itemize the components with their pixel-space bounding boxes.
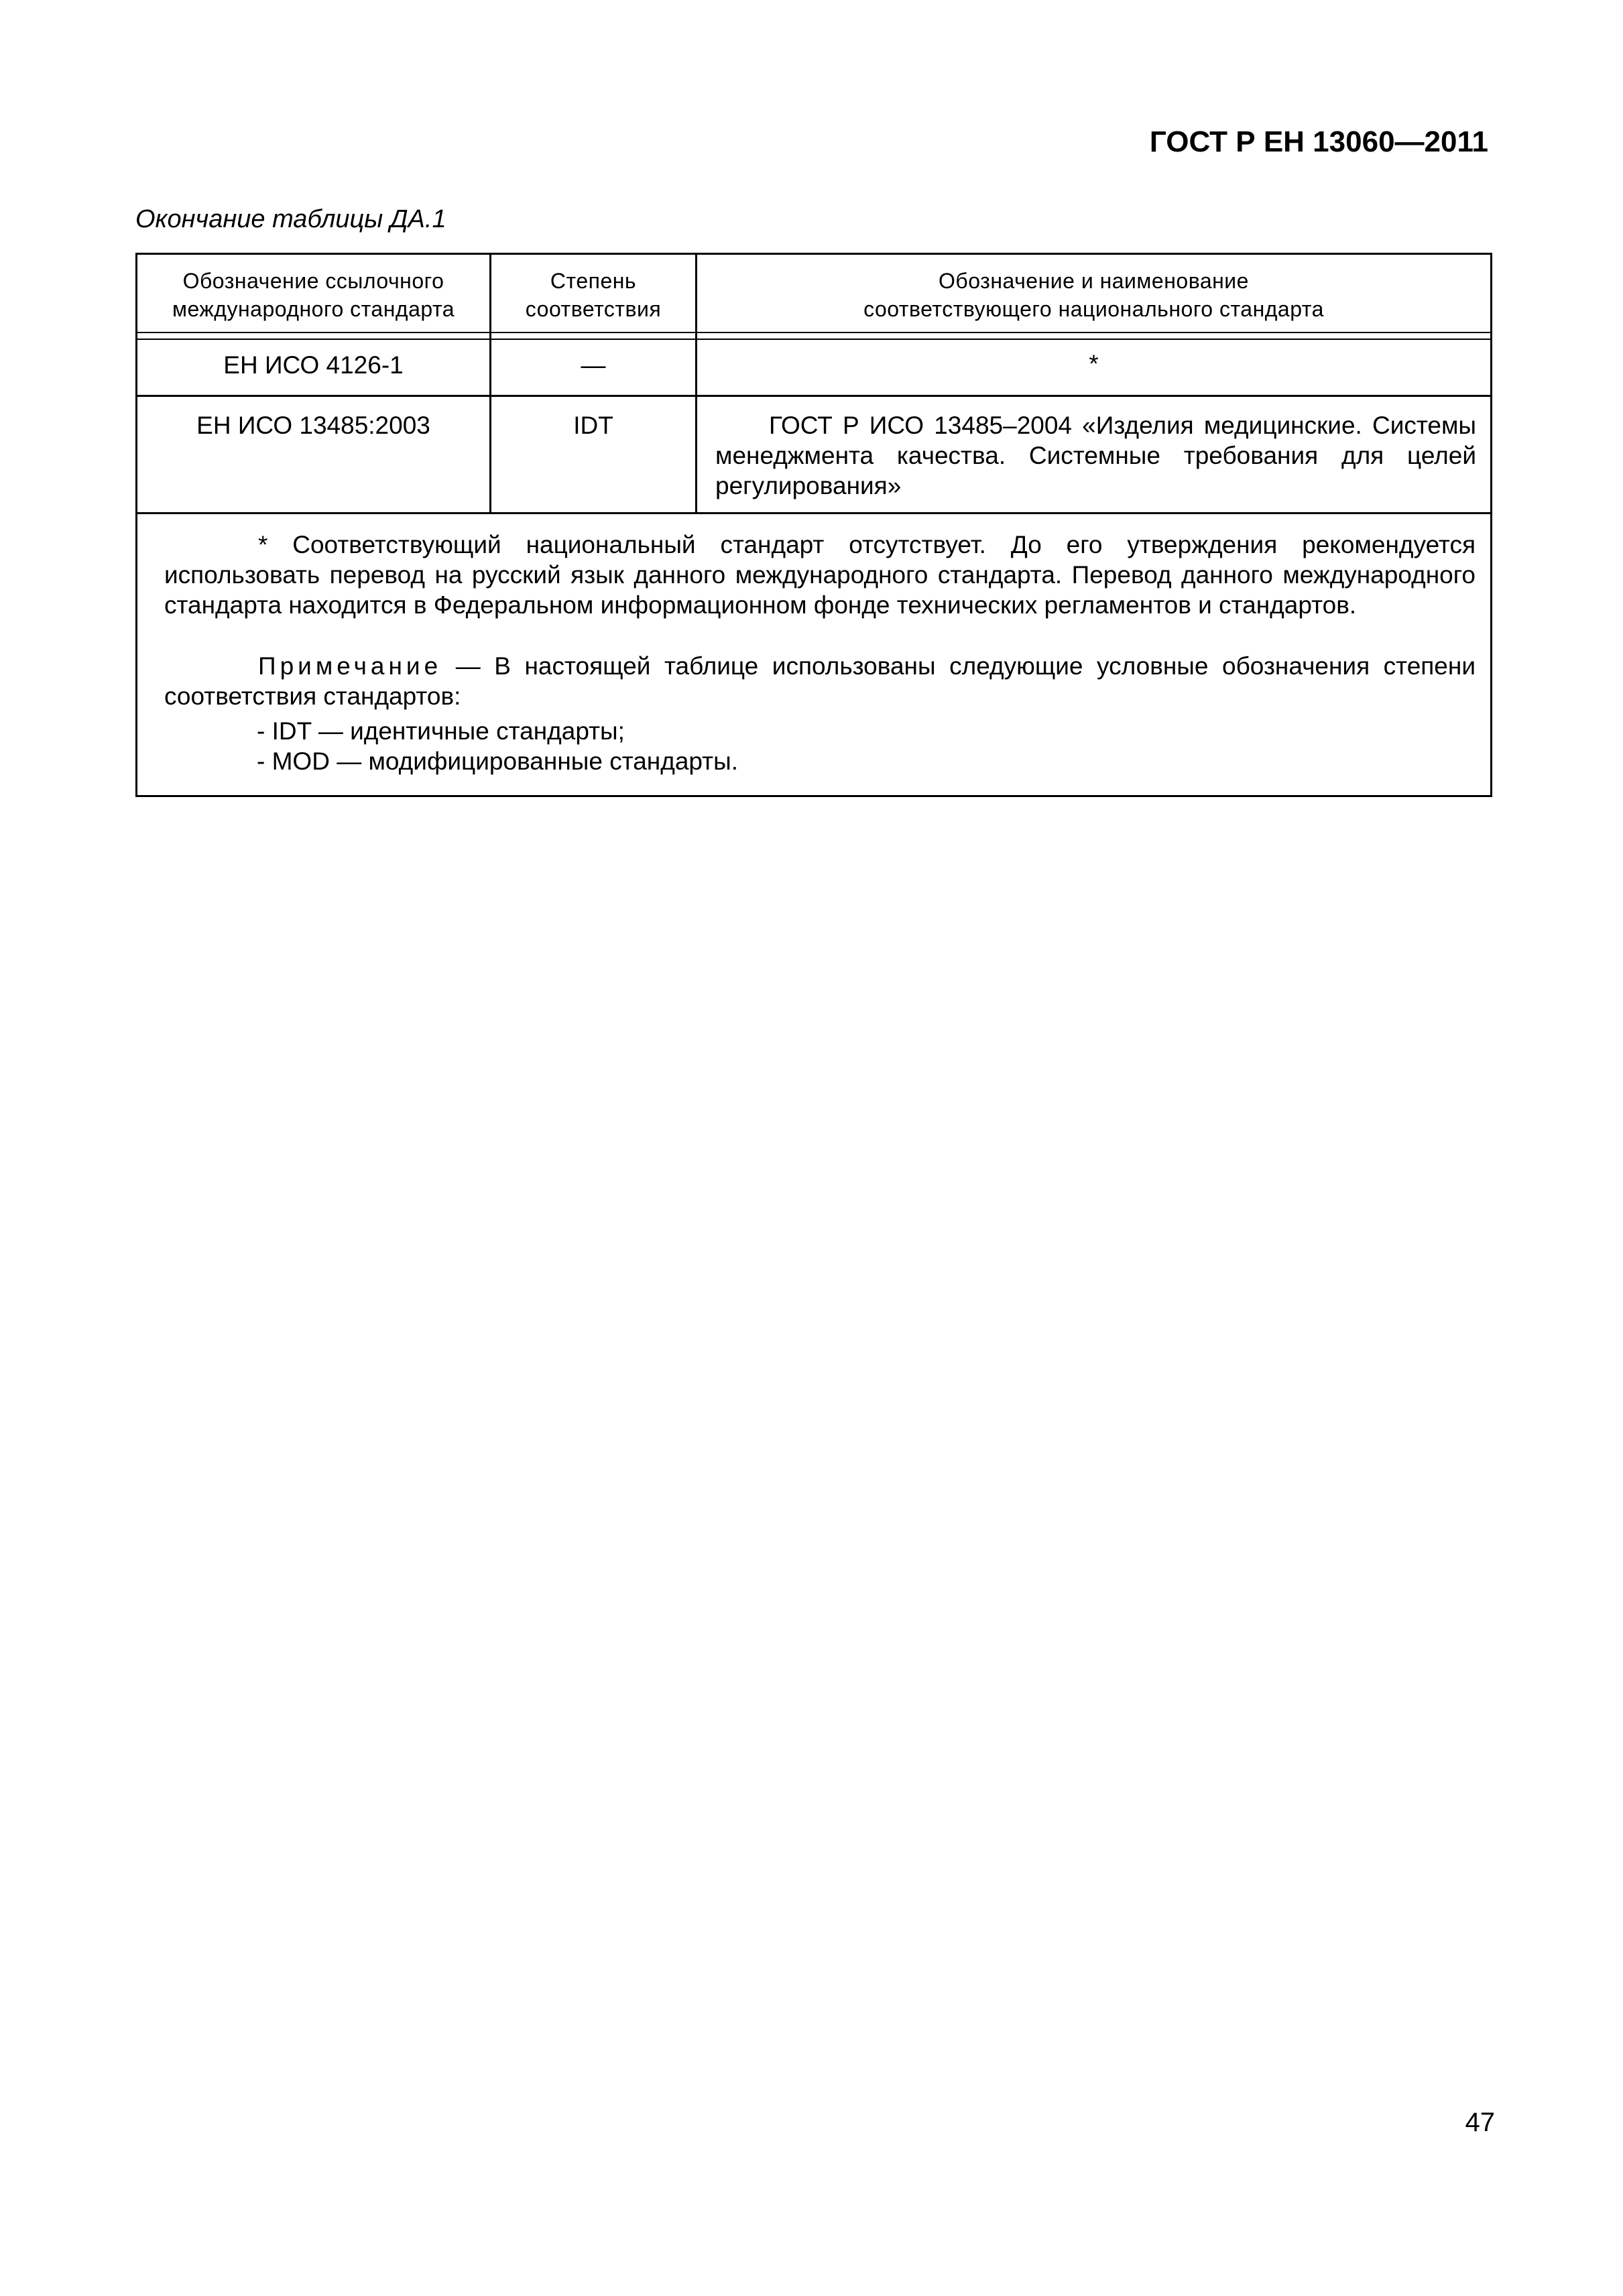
column-header-line: Обозначение ссылочного [182,269,444,293]
header-divider [137,339,1490,340]
column-header-line: Степень [550,269,637,293]
note-text: — В настоящей таблице использованы следующие условные обозначения степени соответствия стандартов: [164,652,1476,710]
column-header-line: Обозначение и наименование [939,269,1249,293]
column-header-line: соответствия [525,297,662,321]
column-header-line: международного стандарта [172,297,455,321]
note-list-item: - MOD — модифицированные стандарты. [257,747,738,775]
note-lead: Примечание [258,652,442,680]
table-cell-degree: IDT [573,412,613,439]
row-divider [137,512,1490,514]
note-list-item: - IDT — идентичные стандарты; [257,717,625,745]
table-cell-national: * [1089,350,1099,377]
table-caption: Окончание таблицы ДА.1 [135,205,446,233]
row-divider [137,395,1490,397]
column-header-national [697,267,1490,323]
column-header-reference [137,267,489,323]
standards-table [135,253,1492,797]
table-cell-national: ГОСТ Р ИСО 13485–2004 «Изделия медицинские. Системы менеджмента качества. Системные требования для целей регулирования» [715,412,1476,499]
page-number: 47 [1465,2108,1495,2137]
table-note [164,651,1476,711]
table-notes [164,530,1476,711]
table-cell-reference: ЕН ИСО 4126-1 [223,351,404,379]
footnote: * Соответствующий национальный стандарт отсутствует. До его утверждения рекомендуется использовать перевод на русский язык данного международного стандарта. Перевод данного международного стандарта находится в Федеральном информационном фонде технических регламентов и стандартов. [164,531,1476,619]
column-header-degree [491,267,695,323]
header-divider [137,332,1490,333]
column-header-line: соответствующего национального стандарта [863,297,1324,321]
document-code: ГОСТ Р ЕН 13060—2011 [1149,125,1488,158]
table-cell-reference: ЕН ИСО 13485:2003 [196,412,430,439]
table-cell-degree: — [581,351,606,379]
